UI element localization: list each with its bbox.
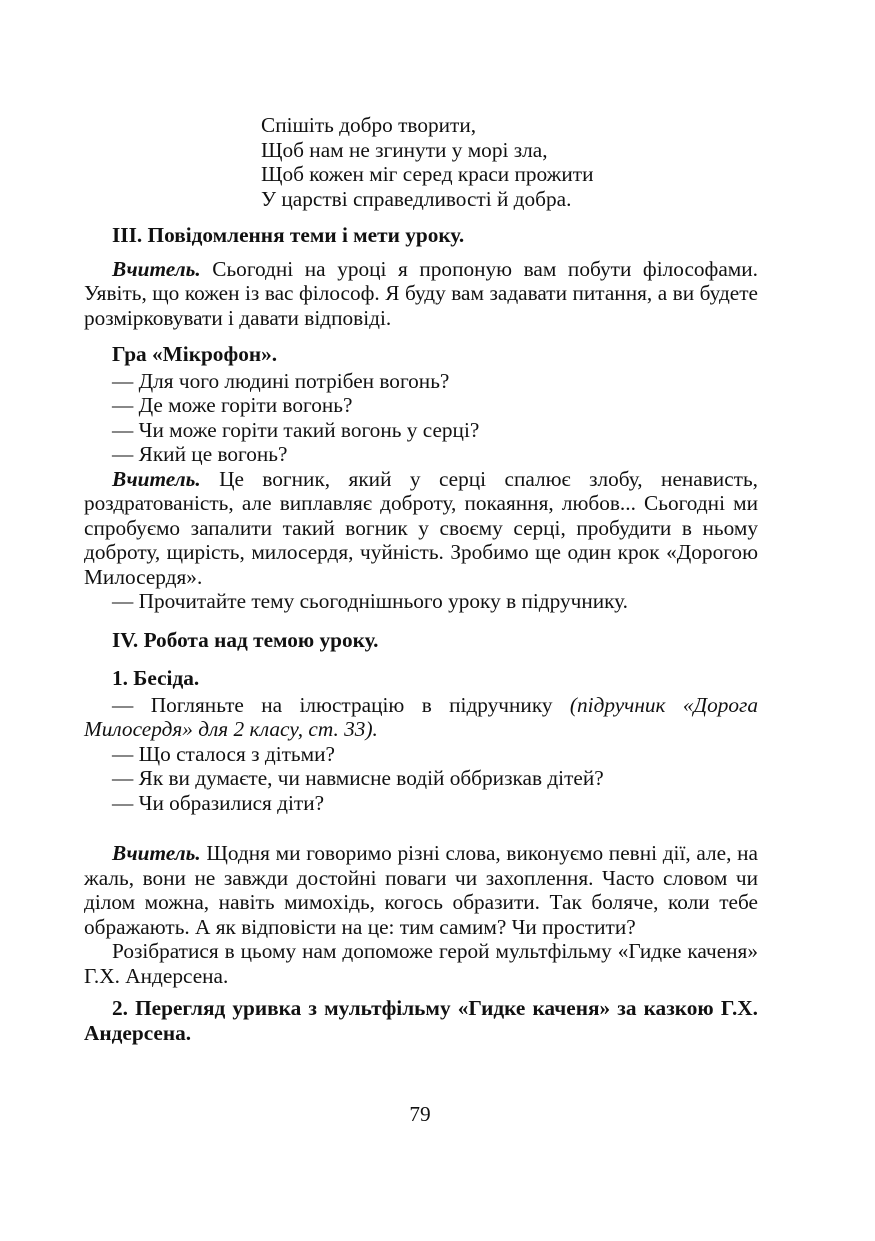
question-line: — Чи образилися діти? <box>112 790 325 815</box>
paragraph-text: Щодня ми говоримо різні слова, виконуємо певні дії, але, на жаль, вони не завжди достойні поваги чи захоплення. Часто словом чи ділом можна, навіть мимохідь, когось образити. Так боляче, коли тебе ображають. А як відповісти на це: тим самим? Чи простити? <box>84 841 758 939</box>
poem <box>261 113 758 211</box>
paragraph-text: — Погляньте на ілюстрацію в підручнику <box>112 692 570 717</box>
textbook-reference: (підручник «Дорога Милосердя» для 2 класу, ст. 33). <box>84 692 758 741</box>
section-heading-4: IV. Робота над темою уроку. <box>112 627 379 652</box>
speaker-label: Вчитель. <box>112 841 201 865</box>
question-line: — Який це вогонь? <box>112 442 288 466</box>
paragraph-text: Це вогник, який у серці спалює злобу, ненависть, роздратованість, але виплавляє доброту, покаяння, любов... Сьогодні ми спробуємо запалити такий вогник у своєму серці, пробудити в ньому доброту, щирість, милосердя, чуйність. Зробимо ще один крок «Дорогою Милосердя». <box>84 466 758 589</box>
subheading-conversation: 1. Бесіда. <box>112 666 200 690</box>
question-line: — Де може горіти вогонь? <box>112 393 353 417</box>
teacher-paragraph <box>84 467 758 590</box>
page-content <box>84 113 758 1045</box>
poem-line: Щоб кожен міг серед краси прожити <box>261 162 594 186</box>
section-heading-3: III. Повідомлення теми і мети уроку. <box>112 223 465 247</box>
spacer <box>84 815 758 841</box>
question-line: — Для чого людині потрібен вогонь? <box>112 368 450 393</box>
question-line: — Що сталося з дітьми? <box>112 741 335 766</box>
question-line: — Як ви думаєте, чи навмисне водій оббризкав дітей? <box>112 766 604 790</box>
paragraph: Розібратися в цьому нам допоможе герой мультфільму «Гидке каченя» Г.Х. Андерсена. <box>84 939 758 988</box>
speaker-label: Вчитель. <box>112 256 201 281</box>
game-title: Гра «Мікрофон». <box>112 342 278 366</box>
poem-line: Спішіть добро творити, <box>261 113 477 137</box>
page-number: 79 <box>409 1102 431 1126</box>
speaker-label: Вчитель. <box>112 466 201 491</box>
paragraph-text: Сьогодні на уроці я пропоную вам побути філософами. Уявіть, що кожен із вас філософ. Я буду вам задавати питання, а ви будете розмірковувати і давати відповіді. <box>84 256 758 330</box>
instruction-line: — Прочитайте тему сьогоднішнього уроку в підручнику. <box>112 589 629 613</box>
teacher-paragraph <box>84 257 758 331</box>
poem-line: У царстві справедливості й добра. <box>261 186 572 211</box>
subheading-cartoon: 2. Перегляд уривка з мультфільму «Гидке каченя» за казкою Г.Х. Андерсена. <box>84 996 758 1045</box>
question-line: — Чи може горіти такий вогонь у серці? <box>112 417 480 442</box>
instruction-paragraph <box>84 693 758 742</box>
teacher-paragraph <box>84 841 758 939</box>
poem-line: Щоб нам не згинути у морі зла, <box>261 137 548 162</box>
